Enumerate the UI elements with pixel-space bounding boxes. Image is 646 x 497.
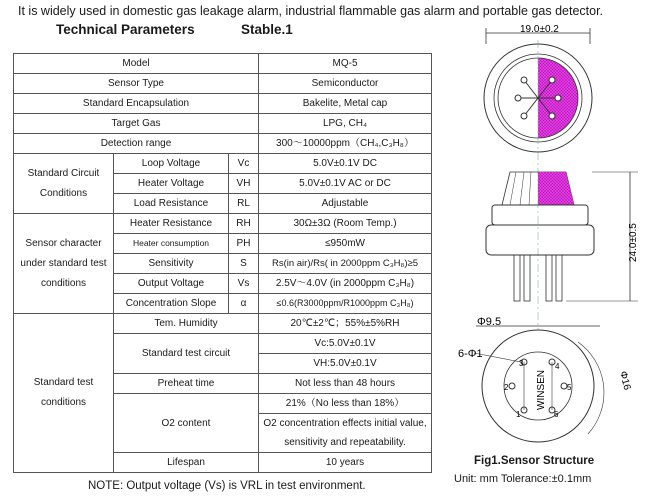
test-group-label: Standard test conditions [14, 314, 114, 473]
slope-value: ≤0.6(R3000ppm/R1000ppm C₃H₈) [259, 294, 432, 314]
table-row [14, 214, 432, 234]
table-row [14, 154, 432, 174]
test-circuit-vc: Vc:5.0V±0.1V [259, 334, 432, 354]
heater-consumption-value: ≤950mW [259, 234, 432, 254]
sensor-structure-drawing [440, 20, 640, 455]
height-dimension [566, 172, 639, 301]
load-resistance-value: Adjustable [259, 194, 432, 214]
target-gas-value: LPG, CH₄ [259, 114, 432, 134]
o2-value-2: O2 concentration effects initial value, sensitivity and repeatability. [259, 414, 432, 453]
loop-voltage-symbol: Vc [229, 154, 259, 174]
circuit-group-label: Standard Circuit Conditions [14, 154, 114, 214]
table-row [14, 54, 432, 74]
o2-label: O2 content [114, 394, 259, 453]
pin-label-6: 6 [554, 410, 559, 419]
sensor-type-label: Sensor Type [14, 74, 259, 94]
table-row [14, 114, 432, 134]
bottom-view [458, 316, 632, 442]
pin-label-4: 4 [555, 362, 560, 371]
sensitivity-symbol: S [229, 254, 259, 274]
model-label: Model [14, 54, 259, 74]
o2-value-1: 21%（No less than 18%） [259, 394, 432, 414]
slope-label: Concentration Slope [114, 294, 229, 314]
model-value: MQ-5 [259, 54, 432, 74]
dim-pin-circle-label: Φ9.5 [477, 316, 502, 328]
figure-title: Fig1.Sensor Structure [474, 455, 595, 467]
output-voltage-value: 2.5V～4.0V (in 2000ppm C₃H₈) [259, 274, 432, 294]
footnote: NOTE: Output voltage (Vs) is VRL in test environment. [88, 480, 366, 492]
temp-humidity-label: Tem. Humidity [114, 314, 259, 334]
table-number: Stable.1 [241, 22, 293, 37]
heater-resistance-symbol: RH [229, 214, 259, 234]
load-resistance-label: Load Resistance [114, 194, 229, 214]
heater-voltage-symbol: VH [229, 174, 259, 194]
target-gas-label: Target Gas [14, 114, 259, 134]
sensitivity-value: Rs(in air)/Rs( in 2000ppm C₃H₈)≥5 [259, 254, 432, 274]
section-title: Technical Parameters [56, 22, 195, 37]
sensor-type-value: Semiconductor [259, 74, 432, 94]
heater-voltage-value: 5.0V±0.1V AC or DC [259, 174, 432, 194]
spec-table [13, 53, 432, 473]
detection-range-value: 300～10000ppm（CH₄,C₃H₈） [259, 134, 432, 154]
dim-pins-label: 6-Φ1 [458, 348, 483, 360]
output-voltage-symbol: Vs [229, 274, 259, 294]
dim-width-label: 19.0±0.2 [520, 24, 559, 35]
lifespan-value: 10 years [259, 453, 432, 473]
heater-resistance-label: Heater Resistance [114, 214, 229, 234]
dim-outer-label: Φ16 [617, 370, 633, 392]
output-voltage-label: Output Voltage [114, 274, 229, 294]
pin-label-5: 5 [567, 383, 572, 392]
pin-label-2: 2 [504, 383, 509, 392]
mesh-side-half [538, 172, 574, 205]
heater-resistance-value: 30Ω±3Ω (Room Temp.) [259, 214, 432, 234]
encapsulation-label: Standard Encapsulation [14, 94, 259, 114]
preheat-label: Preheat time [114, 374, 259, 394]
sensitivity-label: Sensitivity [114, 254, 229, 274]
brand-label: WINSEN [536, 370, 547, 410]
load-resistance-symbol: RL [229, 194, 259, 214]
lifespan-label: Lifespan [114, 453, 259, 473]
temp-humidity-value: 20℃±2℃；55%±5%RH [259, 314, 432, 334]
pin-label-1: 1 [516, 410, 521, 419]
table-row [14, 134, 432, 154]
test-circuit-vh: VH:5.0V±0.1V [259, 354, 432, 374]
preheat-value: Not less than 48 hours [259, 374, 432, 394]
encapsulation-value: Bakelite, Metal cap [259, 94, 432, 114]
table-row [14, 74, 432, 94]
heater-voltage-label: Heater Voltage [114, 174, 229, 194]
slope-symbol: α [229, 294, 259, 314]
pin-label-3: 3 [519, 359, 524, 368]
intro-text: It is widely used in domestic gas leakage alarm, industrial flammable gas alarm and portable gas detector. [18, 4, 604, 18]
heater-consumption-label: Heater consumption [114, 234, 229, 254]
dim-height-label: 24.0±0.5 [628, 223, 639, 262]
detection-range-label: Detection range [14, 134, 259, 154]
test-circuit-label: Standard test circuit [114, 334, 259, 374]
table-row [14, 94, 432, 114]
heater-consumption-symbol: PH [229, 234, 259, 254]
side-view [486, 172, 594, 301]
figure-units: Unit: mm Tolerance:±0.1mm [454, 473, 592, 485]
loop-voltage-label: Loop Voltage [114, 154, 229, 174]
character-group-label: Sensor character under standard test conditions [14, 214, 114, 314]
loop-voltage-value: 5.0V±0.1V DC [259, 154, 432, 174]
table-row [14, 314, 432, 334]
